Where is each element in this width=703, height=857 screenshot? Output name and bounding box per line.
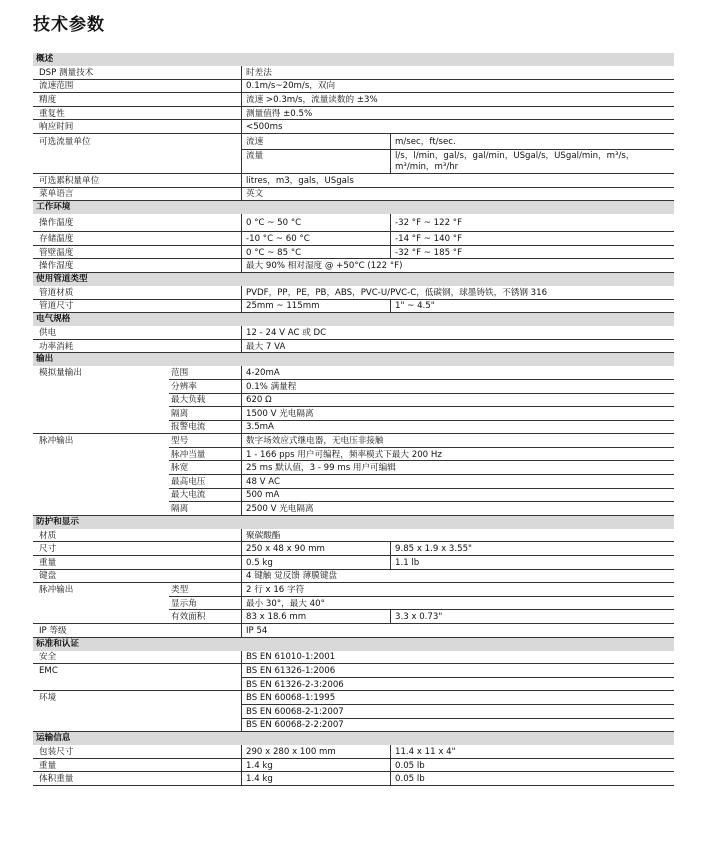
spec-row xyxy=(33,448,674,462)
spec-row xyxy=(33,542,674,556)
section-header xyxy=(33,732,674,745)
spec-label: 管壁温度 xyxy=(39,247,74,258)
spec-row xyxy=(33,300,674,314)
spec-value-alt: 9.85 x 1.9 x 3.55" xyxy=(395,544,472,555)
column-divider xyxy=(241,380,242,394)
spec-value-alt: 11.4 x 11 x 4" xyxy=(395,746,456,757)
spec-value: 0.1% 满量程 xyxy=(246,381,297,392)
column-divider xyxy=(241,93,242,107)
spec-row xyxy=(33,134,674,150)
column-divider xyxy=(390,745,391,759)
spec-row xyxy=(33,246,674,260)
column-divider xyxy=(241,719,242,733)
column-divider xyxy=(241,489,242,503)
spec-value: -10 °C ~ 60 °C xyxy=(246,233,310,244)
spec-table xyxy=(33,53,674,786)
column-divider xyxy=(241,107,242,121)
spec-value: PVDF，PP，PE，PB，ABS，PVC-U/PVC-C，低碳钢，球墨铸铁，不锈钢 316 xyxy=(246,287,548,298)
spec-value-alt: -32 °F ~ 185 °F xyxy=(395,247,463,258)
spec-sublabel: 显示角 xyxy=(171,598,197,609)
column-divider xyxy=(241,570,242,584)
section-header xyxy=(33,516,674,529)
spec-row xyxy=(33,597,674,611)
column-divider xyxy=(390,232,391,246)
section-header xyxy=(33,53,674,66)
spec-row xyxy=(33,66,674,80)
spec-row xyxy=(33,421,674,435)
column-divider xyxy=(241,188,242,202)
section-title: 概述 xyxy=(36,54,54,64)
section-title: 电气规格 xyxy=(36,314,71,325)
column-divider xyxy=(390,134,391,150)
spec-row xyxy=(33,489,674,503)
spec-label: 安全 xyxy=(39,652,57,663)
spec-value: 83 x 18.6 mm xyxy=(246,612,307,623)
spec-label: 菜单语言 xyxy=(39,189,74,200)
spec-value: 数字场效应式继电器，无电压非接触 xyxy=(246,436,384,447)
spec-label: 精度 xyxy=(39,94,57,105)
spec-value: 25mm ~ 115mm xyxy=(246,301,320,312)
spec-row xyxy=(33,434,674,448)
column-divider xyxy=(390,759,391,773)
spec-sublabel: 脉冲当量 xyxy=(171,449,206,460)
column-divider xyxy=(390,772,391,786)
spec-value: <500ms xyxy=(246,122,283,133)
spec-value: 620 Ω xyxy=(246,395,272,406)
spec-value: BS EN 61326-2-3:2006 xyxy=(246,679,344,690)
column-divider xyxy=(241,326,242,340)
column-divider xyxy=(241,366,242,380)
spec-label: 流速范围 xyxy=(39,81,74,92)
spec-row xyxy=(33,583,674,597)
column-divider xyxy=(241,150,242,174)
spec-row xyxy=(33,366,674,380)
column-divider xyxy=(241,610,242,624)
spec-value: 1.4 kg xyxy=(246,774,273,785)
column-divider xyxy=(241,259,242,273)
spec-row xyxy=(33,214,674,232)
spec-value: 1 - 166 pps 用户可编程，频率模式下最大 200 Hz xyxy=(246,449,442,460)
spec-value-alt: l/s，l/min，gal/s，gal/min，USgal/s，USgal/min，m³/s，m³/min，m³/hr xyxy=(395,150,635,172)
column-divider xyxy=(241,705,242,719)
section-header xyxy=(33,353,674,366)
column-divider xyxy=(241,134,242,150)
spec-row xyxy=(33,407,674,421)
section-title: 工作环境 xyxy=(36,202,71,213)
column-divider xyxy=(241,745,242,759)
section-header xyxy=(33,638,674,651)
column-divider xyxy=(241,772,242,786)
spec-value: 250 x 48 x 90 mm xyxy=(246,544,325,555)
column-divider xyxy=(241,120,242,134)
spec-value-alt: m/sec，ft/sec. xyxy=(395,136,456,147)
spec-label: 管道尺寸 xyxy=(39,301,74,312)
spec-row xyxy=(33,556,674,570)
spec-value: litres，m3，gals，USgals xyxy=(246,175,354,186)
column-divider xyxy=(390,300,391,314)
spec-value-alt: 0.05 lb xyxy=(395,774,425,785)
spec-label: 体积重量 xyxy=(39,774,74,785)
spec-sublabel: 最大负载 xyxy=(171,395,206,406)
spec-value: 0 °C ~ 50 °C xyxy=(246,218,302,229)
spec-value: 4 键触 觉反馈 薄膜键盘 xyxy=(246,571,338,582)
spec-row xyxy=(33,232,674,246)
section-header xyxy=(33,313,674,326)
column-divider xyxy=(241,542,242,556)
spec-value: 0.1m/s~20m/s，双向 xyxy=(246,81,336,92)
column-divider xyxy=(241,651,242,665)
spec-value: 时差法 xyxy=(246,67,272,78)
column-divider xyxy=(241,246,242,260)
page-title: 技术参数 xyxy=(33,15,105,35)
spec-value: 500 mA xyxy=(246,490,280,501)
spec-value: 290 x 280 x 100 mm xyxy=(246,746,336,757)
spec-label: 供电 xyxy=(39,327,57,338)
spec-value: 3.5mA xyxy=(246,422,274,433)
column-divider xyxy=(390,214,391,232)
column-divider xyxy=(241,759,242,773)
spec-value-alt: 1" ~ 4.5" xyxy=(395,301,435,312)
spec-sublabel: 范围 xyxy=(171,368,189,379)
section-title: 运输信息 xyxy=(36,733,71,744)
spec-label: 重量 xyxy=(39,760,57,771)
column-divider xyxy=(390,610,391,624)
section-title: 输出 xyxy=(36,354,54,365)
spec-value: 0 °C ~ 85 °C xyxy=(246,247,302,258)
column-divider xyxy=(241,66,242,80)
column-divider xyxy=(241,624,242,638)
spec-value-alt: 3.3 x 0.73" xyxy=(395,612,443,623)
spec-row xyxy=(33,188,674,202)
spec-sublabel: 报警电流 xyxy=(171,422,206,433)
spec-row xyxy=(33,120,674,134)
column-divider xyxy=(241,664,242,678)
spec-label: 模拟量输出 xyxy=(39,368,82,379)
spec-row xyxy=(33,107,674,121)
spec-row xyxy=(33,80,674,94)
spec-value: 聚碳酸酯 xyxy=(246,530,281,541)
spec-row xyxy=(33,529,674,543)
section-title: 防护和显示 xyxy=(36,516,79,527)
spec-value: 25 ms 默认值，3 - 99 ms 用户可编辑 xyxy=(246,463,396,474)
spec-value: 流速 >0.3m/s，流量读数的 ±3% xyxy=(246,94,378,105)
spec-value: 2500 V 光电隔离 xyxy=(246,504,314,515)
spec-row xyxy=(33,759,674,773)
spec-value: 英文 xyxy=(246,189,264,200)
spec-value: BS EN 61010-1:2001 xyxy=(246,652,336,663)
spec-label: 功率消耗 xyxy=(39,341,74,352)
column-divider xyxy=(241,583,242,597)
column-divider xyxy=(390,556,391,570)
spec-row xyxy=(33,664,674,678)
spec-label: 管道材质 xyxy=(39,287,74,298)
column-divider xyxy=(241,448,242,462)
column-divider xyxy=(241,556,242,570)
column-divider xyxy=(241,407,242,421)
spec-value: 2 行 x 16 字符 xyxy=(246,585,305,596)
column-divider xyxy=(241,174,242,188)
spec-row xyxy=(33,93,674,107)
spec-value: 流速 xyxy=(246,136,264,147)
spec-value: 1500 V 光电隔离 xyxy=(246,408,314,419)
spec-row xyxy=(33,150,674,174)
spec-row xyxy=(33,340,674,354)
spec-value: 测量值得 ±0.5% xyxy=(246,108,313,119)
spec-value: BS EN 60068-2-2:2007 xyxy=(246,720,344,731)
spec-row xyxy=(33,705,674,719)
spec-label: 键盘 xyxy=(39,571,57,582)
spec-value-alt: 0.05 lb xyxy=(395,760,425,771)
spec-value: IP 54 xyxy=(246,625,268,636)
spec-value: 最大 90% 相对湿度 @ +50°C (122 °F) xyxy=(246,261,403,272)
spec-value: BS EN 60068-1:1995 xyxy=(246,693,336,704)
spec-value: 0.5 kg xyxy=(246,557,273,568)
spec-sublabel: 脉宽 xyxy=(171,463,189,474)
column-divider xyxy=(390,150,391,174)
spec-label: 操作湿度 xyxy=(39,261,74,272)
column-divider xyxy=(241,300,242,314)
column-divider xyxy=(241,434,242,448)
section-title: 标准和认证 xyxy=(36,638,79,649)
spec-sublabel: 有效面积 xyxy=(171,612,206,623)
spec-label: 包装尺寸 xyxy=(39,746,74,757)
spec-value: BS EN 60068-2-1:2007 xyxy=(246,706,344,717)
spec-sublabel: 隔离 xyxy=(171,504,189,515)
column-divider xyxy=(241,597,242,611)
spec-label: 材质 xyxy=(39,530,57,541)
spec-sublabel: 类型 xyxy=(171,585,189,596)
spec-value: 最大 7 VA xyxy=(246,341,286,352)
spec-sublabel: 型号 xyxy=(171,436,189,447)
spec-value: 48 V AC xyxy=(246,476,281,487)
column-divider xyxy=(390,542,391,556)
spec-label: 存储温度 xyxy=(39,233,74,244)
spec-row xyxy=(33,286,674,300)
column-divider xyxy=(241,232,242,246)
spec-row xyxy=(33,772,674,786)
spec-value-alt: 1.1 lb xyxy=(395,557,420,568)
spec-sublabel: 最大电流 xyxy=(171,490,206,501)
spec-value-alt: -14 °F ~ 140 °F xyxy=(395,233,463,244)
spec-value: 4-20mA xyxy=(246,368,280,379)
spec-sublabel: 分辨率 xyxy=(171,381,197,392)
spec-row xyxy=(33,394,674,408)
spec-label: IP 等级 xyxy=(39,625,67,636)
column-divider xyxy=(241,340,242,354)
spec-label: DSP 测量技术 xyxy=(39,67,94,78)
column-divider xyxy=(241,461,242,475)
spec-row xyxy=(33,502,674,516)
column-divider xyxy=(241,214,242,232)
spec-row xyxy=(33,461,674,475)
section-header xyxy=(33,273,674,286)
spec-value-alt: -32 °F ~ 122 °F xyxy=(395,218,463,229)
spec-row xyxy=(33,691,674,705)
spec-row xyxy=(33,624,674,638)
spec-label: EMC xyxy=(39,665,58,676)
column-divider xyxy=(241,691,242,705)
column-divider xyxy=(241,502,242,516)
spec-sublabel: 隔离 xyxy=(171,408,189,419)
spec-sublabel: 最高电压 xyxy=(171,476,206,487)
spec-row xyxy=(33,570,674,584)
column-divider xyxy=(241,394,242,408)
column-divider xyxy=(241,475,242,489)
spec-row xyxy=(33,174,674,188)
column-divider xyxy=(241,80,242,94)
section-header xyxy=(33,201,674,214)
spec-row xyxy=(33,719,674,733)
column-divider xyxy=(241,529,242,543)
spec-label: 可选流量单位 xyxy=(39,136,91,147)
column-divider xyxy=(390,246,391,260)
spec-row xyxy=(33,326,674,340)
spec-label: 脉冲输出 xyxy=(39,585,74,596)
spec-value: 12 - 24 V AC 或 DC xyxy=(246,327,327,338)
spec-row xyxy=(33,475,674,489)
spec-value: 1.4 kg xyxy=(246,760,273,771)
spec-label: 可选累积量单位 xyxy=(39,175,100,186)
spec-label: 尺寸 xyxy=(39,544,57,555)
spec-value: 最小 30°，最大 40° xyxy=(246,598,325,609)
spec-row xyxy=(33,259,674,273)
spec-value: 流量 xyxy=(246,150,264,161)
spec-row xyxy=(33,745,674,759)
section-title: 使用管道类型 xyxy=(36,273,88,284)
spec-label: 脉冲输出 xyxy=(39,436,74,447)
spec-label: 响应时间 xyxy=(39,122,74,133)
spec-row xyxy=(33,678,674,692)
spec-row xyxy=(33,651,674,665)
row-rule xyxy=(33,785,674,786)
column-divider xyxy=(241,421,242,435)
spec-row xyxy=(33,380,674,394)
spec-label: 操作温度 xyxy=(39,218,74,229)
spec-value: BS EN 61326-1:2006 xyxy=(246,665,336,676)
spec-label: 重复性 xyxy=(39,108,65,119)
spec-label: 重量 xyxy=(39,557,57,568)
column-divider xyxy=(241,286,242,300)
spec-row xyxy=(33,610,674,624)
spec-label: 环境 xyxy=(39,693,57,704)
column-divider xyxy=(241,678,242,692)
